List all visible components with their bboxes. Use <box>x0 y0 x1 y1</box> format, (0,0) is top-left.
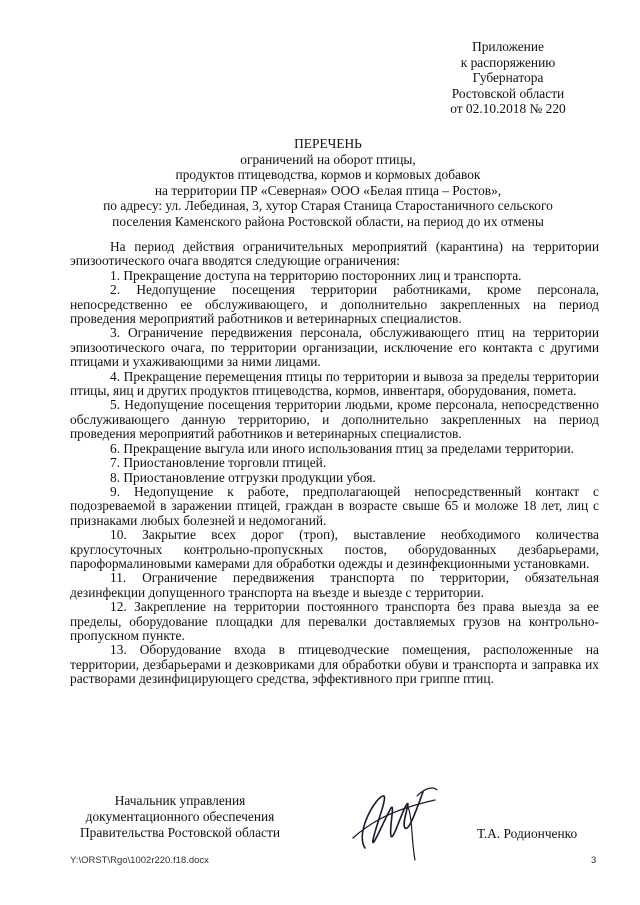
signatory-position <box>70 793 290 841</box>
heading-line: ограничений на оборот птицы, <box>240 151 416 167</box>
list-item: 7. Приостановление торговли птицей. <box>110 455 327 471</box>
document-body <box>70 240 599 687</box>
page-number: 3 <box>591 855 597 866</box>
heading-line: по адресу: ул. Лебединая, 3, хутор Старая Станица Старостаничного сельского <box>103 198 553 214</box>
position-line: Правительства Ростовской области <box>79 825 281 840</box>
list-item: 3. Ограничение передвижения персонала, обслуживающего птиц на территории эпизоотического очага, по территории организации, исключение его контакта с другими птицами и ухаживающими за ними лицами. <box>70 325 599 370</box>
list-item: 5. Недопущение посещения территории людьми, кроме персонала, непосредственно обслуживающего данную территорию, и дополнительно закрепленных на период проведения мероприятий работников и ветеринарных специалистов. <box>70 397 599 442</box>
list-item: 2. Недопущение посещения территории работниками, кроме персонала, непосредственно ее обслуживающего, и дополнительно закрепленных на период проведения мероприятий работников и ветеринарных специалистов. <box>70 282 599 327</box>
signatory-name: Т.А. Родионченко <box>477 826 578 841</box>
file-path-footer: Y:\ORST\Rgo\1002r220.f18.docx <box>70 855 209 866</box>
list-item: 6. Прекращение выгула или иного использования птиц за пределами территории. <box>110 440 574 456</box>
appendix-line: Губернатора <box>472 70 544 86</box>
appendix-line: к распоряжению <box>460 54 556 70</box>
position-line: Начальник управления <box>114 793 246 808</box>
heading-line: поселения Каменского района Ростовской области, на период до их отмены <box>112 213 544 229</box>
appendix-line: Ростовской области <box>451 85 565 101</box>
handwritten-signature <box>345 778 440 868</box>
heading-line: на территории ПР «Северная» ООО «Белая птица – Ростов», <box>154 182 502 198</box>
list-item: 12. Закрепление на территории постоянного транспорта без права выезда за ее пределы, оборудование площадки для перевалки доставляемых грузов на контрольно-пропускном пункте. <box>70 599 599 643</box>
list-item: 4. Прекращение перемещения птицы по территории и вывоза за пределы территории птицы, яиц и других продуктов птицеводства, кормов, инвентаря, оборудования, помета. <box>70 368 599 399</box>
list-item: 11. Ограничение передвижения транспорта по территории, обязательная дезинфекции допущенного транспорта на въезде и выезде с территории. <box>70 570 599 600</box>
appendix-line: Приложение <box>472 39 544 54</box>
heading-line: продуктов птицеводства, кормов и кормовых добавок <box>175 167 481 183</box>
list-item: 13. Оборудование входа в птицеводческие помещения, расположенные на территории, дезбарьерами и дезковриками для обработки обуви и транспорта и заправка их растворами дезинфицирующего средства, эффективного при гриппе птиц. <box>70 642 599 687</box>
list-item: 10. Закрытие всех дорог (троп), выставление необходимого количества круглосуточных контрольно-пропускных постов, оборудованных дезбарьерами, пароформалиновыми камерами для обработки одежды и дезинфекционными установками. <box>70 527 599 571</box>
document-title: ПЕРЕЧЕНЬ <box>294 136 362 151</box>
list-item: 9. Недопущение к работе, предполагающей непосредственный контакт с подозреваемой в заражении птицей, граждан в возрасте свыше 65 и моложе 18 лет, лиц с признаками любых болезней и недомоганий. <box>70 483 599 528</box>
document-heading <box>60 136 596 230</box>
list-item: 1. Прекращение доступа на территорию посторонних лиц и транспорта. <box>110 267 522 283</box>
appendix-block <box>428 39 588 117</box>
appendix-line: от 02.10.2018 № 220 <box>450 101 566 117</box>
list-item: 8. Приостановление отгрузки продукции убоя. <box>110 469 376 485</box>
intro-paragraph: На период действия ограничительных мероприятий (карантина) на территории эпизоотического очага вводятся следующие ограничения: <box>70 239 599 269</box>
position-line: документационного обеспечения <box>85 809 275 824</box>
